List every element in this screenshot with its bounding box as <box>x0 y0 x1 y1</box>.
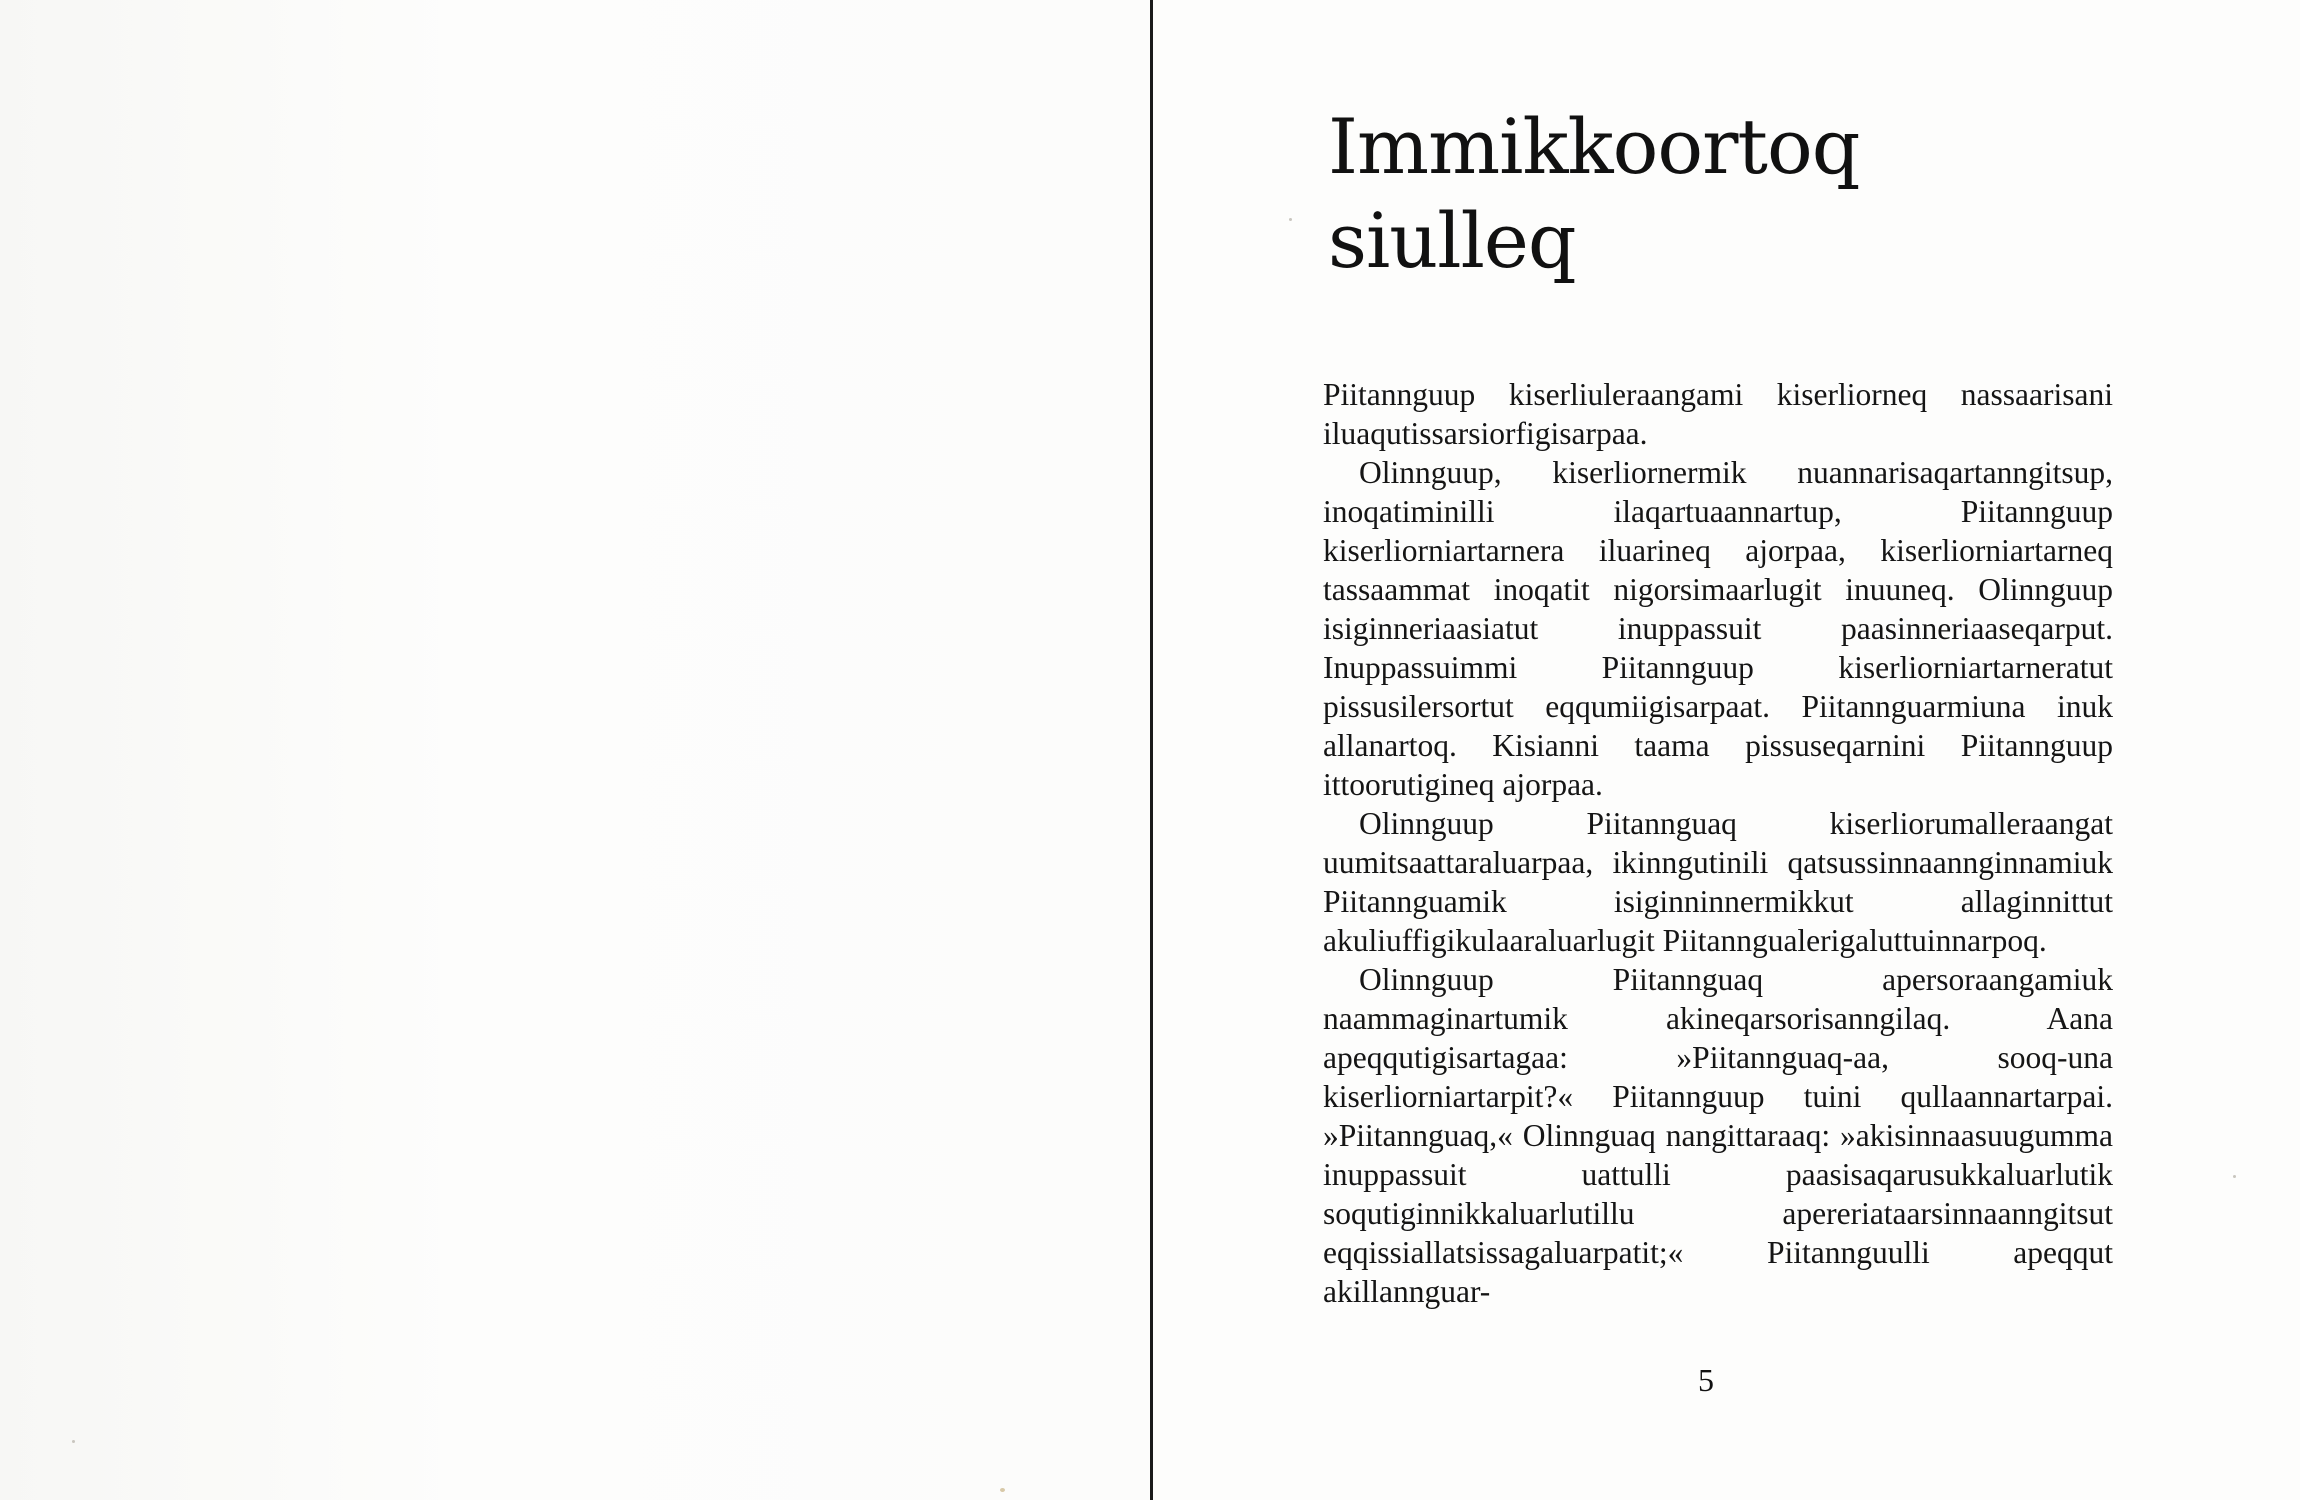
paragraph-3: Olinnguup Piitannguaq kiserliorumalleraangat uumitsaattaraluarpaa, ikinngutinili qatsussinnaannginnamiuk Piitannguamik isiginninnermikkut allaginnittut akuliuffigikulaaraluarlugit Piitanngualerigaluttuinnarpoq. <box>1323 806 2113 958</box>
body-text <box>1323 375 2113 1311</box>
paragraph-4: Olinnguup Piitannguaq apersoraangamiuk naammaginartumik akineqarsorisanngilaq. Aana apeqqutigisartagaa: »Piitannguaq-aa, sooq-una kiserliorniartarpit?« Piitannguup tuini qullaannartarpai. »Piitannguaq,« Olinnguaq nangittaraaq: »akisinnaasuugumma inuppassuit uattulli paasisaqarusukkaluarlutik soqutiginnikkaluarlutillu apereriataarsinnaanngitsut eqqissiallatsissagaluarpatit;« Piitannguulli apeqqut akillannguar- <box>1323 962 2113 1309</box>
paragraph-2: Olinnguup, kiserliornermik nuannarisaqartanngitsup, inoqatiminilli ilaqartuaannartup, Piitannguup kiserliorniartarnera iluarineq ajorpaa, kiserliorniartarneq tassaammat inoqatit nigorsimaarlugit inuuneq. Olinnguup isiginneriaasiatut inuppassuit paasinneriaaseqarput. Inuppassuimmi Piitannguup kiserliorniartarneratut pissusilersortut eqqumiigisarpaat. Piitannguarmiuna inuk allanartoq. Kisianni taama pissuseqarnini Piitannguup ittoorutigineq ajorpaa. <box>1323 455 2113 802</box>
chapter-title-line-2: siulleq <box>1328 196 1576 285</box>
paragraph-1: Piitannguup kiserliuleraangami kiserliorneq nassaarisani iluaqutissarsiorfigisarpaa. <box>1323 377 2113 451</box>
right-page <box>1153 0 2300 1500</box>
chapter-title-line-1: Immikkoortoq <box>1328 102 1860 191</box>
page-number: 5 <box>1698 1362 1714 1398</box>
paper-speck <box>2233 1175 2236 1178</box>
paper-speck <box>1289 218 1292 221</box>
chapter-title <box>1328 100 1859 288</box>
paper-speck <box>1000 1488 1005 1492</box>
paper-speck <box>72 1440 75 1443</box>
